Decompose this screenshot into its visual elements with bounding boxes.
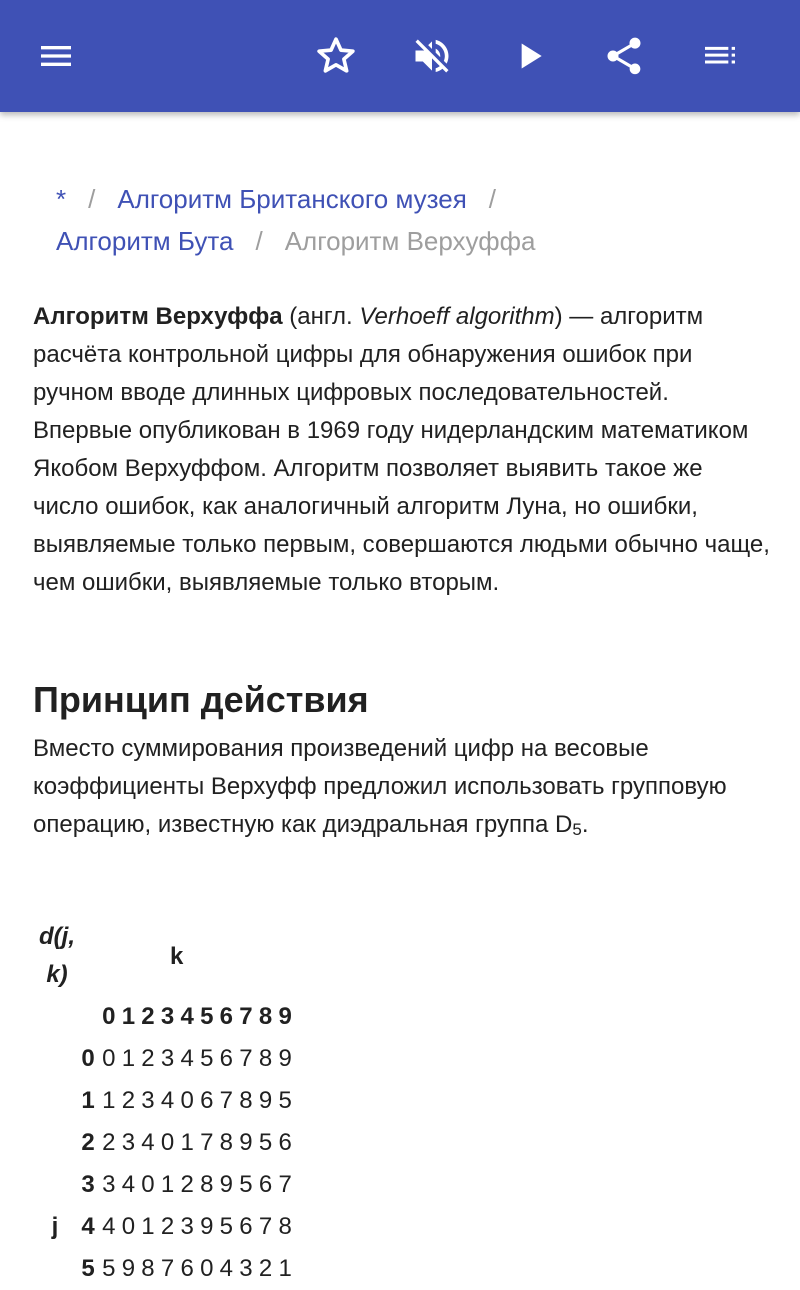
table-cell: 5 [278,1087,292,1114]
row-cells [99,1248,295,1290]
col-header: 1 [121,1003,136,1030]
col-header: 6 [219,1003,234,1030]
row-header: 1 [81,1087,95,1114]
breadcrumb-link-root[interactable]: * [56,184,67,214]
table-cell: 5 [102,1255,116,1282]
breadcrumb-separator: / [255,226,263,256]
table-cell: 1 [180,1129,194,1156]
intro-lang-prefix: (англ. [282,303,360,330]
table-cell: 0 [141,1171,155,1198]
table-cell: 7 [219,1087,234,1114]
english-term: Verhoeff algorithm [359,303,555,330]
star-outline-icon [314,34,358,78]
table-cell: 3 [121,1129,136,1156]
table-cell: 2 [141,1045,155,1072]
table-cell: 4 [102,1213,116,1240]
table-cell: 7 [239,1045,253,1072]
table-cell: 1 [278,1255,292,1282]
col-header: 7 [239,1003,253,1030]
table-cell: 2 [160,1213,175,1240]
section-paragraph [33,730,773,849]
table-cell: 6 [239,1213,253,1240]
table-cell: 2 [180,1171,194,1198]
hamburger-menu-icon [36,36,76,76]
col-header: 8 [258,1003,273,1030]
table-cell: 5 [219,1213,234,1240]
table-cell: 9 [278,1045,292,1072]
row-cells [99,1038,295,1080]
col-header: 9 [278,1003,292,1030]
table-column-axis-label: k [170,943,184,970]
col-header: 2 [141,1003,155,1030]
breadcrumb-separator: / [88,184,96,214]
table-of-contents-icon [700,36,740,76]
table-cell: 9 [258,1087,273,1114]
table-cell: 1 [102,1087,116,1114]
toc-button[interactable] [692,28,748,84]
table-cell: 7 [200,1129,214,1156]
table-cell: 8 [200,1171,214,1198]
table-cell: 4 [121,1171,136,1198]
table-cell: 6 [278,1129,292,1156]
table-cell: 0 [121,1213,136,1240]
table-cell: 6 [180,1255,194,1282]
table-cell: 5 [239,1171,253,1198]
table-cell: 4 [219,1255,234,1282]
share-icon [602,34,646,78]
app-bar [0,0,800,112]
table-cell: 6 [258,1171,273,1198]
table-cell: 8 [219,1129,234,1156]
table-cell: 6 [200,1087,214,1114]
row-cells [99,1206,295,1248]
play-button[interactable] [502,28,558,84]
table-cell: 3 [239,1255,253,1282]
table-cell: 7 [258,1213,273,1240]
table-cell: 1 [121,1045,136,1072]
share-button[interactable] [596,28,652,84]
section-text: Вместо суммирования произведений цифр на весовые коэффициенты Верхуфф предложил использовать групповую операцию, известную как диэдральная группа D [33,735,727,838]
col-header: 3 [160,1003,175,1030]
table-cell: 5 [258,1129,273,1156]
table-cell: 0 [180,1087,194,1114]
table-cell: 0 [160,1129,175,1156]
table-cell: 8 [239,1087,253,1114]
row-cells [99,1080,295,1122]
play-icon [510,36,550,76]
table-cell: 0 [102,1045,116,1072]
table-row-axis-label: j [51,1213,59,1240]
row-cells [99,1164,295,1206]
table-cell: 7 [278,1171,292,1198]
article-title-term: Алгоритм Верхуффа [33,303,283,330]
table-cell: 8 [258,1045,273,1072]
table-cell: 9 [121,1255,136,1282]
table-cell: 5 [200,1045,214,1072]
table-cell: 9 [219,1171,234,1198]
table-cell: 9 [200,1213,214,1240]
table-corner-label: d(j, k) [39,923,75,988]
table-cell: 3 [102,1171,116,1198]
table-cell: 9 [239,1129,253,1156]
table-cell: 4 [180,1045,194,1072]
breadcrumb-link-british-museum[interactable]: Алгоритм Британского музея [117,184,467,214]
row-header: 3 [81,1171,95,1198]
table-cell: 3 [141,1087,155,1114]
table-cell: 8 [141,1255,155,1282]
section-heading: Принцип действия [33,679,369,720]
breadcrumb-separator: / [488,184,497,214]
col-header: 5 [200,1003,214,1030]
header-cells [99,996,295,1038]
row-cells [99,1122,295,1164]
table-cell: 0 [200,1255,214,1282]
row-header: 4 [81,1213,95,1240]
table-cell: 1 [160,1171,175,1198]
table-cell: 2 [121,1087,136,1114]
table-cell: 4 [141,1129,155,1156]
table-cell: 4 [160,1087,175,1114]
intro-text: ) — алгоритм расчёта контрольной цифры для обнаружения ошибок при ручном вводе длинных цифровых последовательностей. Впервые опубликован в 1969 году нидерландским математиком Якобом Верхуффом. Алгоритм позволяет выявить такое же число ошибок, как аналогичный алгоритм Луна, но ошибки, выявляемые только первым, совершаются людьми обычно чаще, чем ошибки, выявляемые только вторым. [33,303,770,596]
row-header: 5 [81,1255,95,1282]
col-header: 0 [102,1003,116,1030]
table-cell: 3 [180,1213,194,1240]
section-text-end: . [581,811,589,838]
table-cell: 1 [141,1213,155,1240]
table-cell: 3 [160,1045,175,1072]
volume-off-icon [410,34,454,78]
breadcrumb-link-booth[interactable]: Алгоритм Бута [56,226,234,256]
row-header: 0 [81,1045,95,1072]
intro-paragraph [33,298,773,602]
mute-button[interactable] [404,28,460,84]
menu-button[interactable] [28,28,84,84]
table-cell: 7 [160,1255,175,1282]
table-cell: 8 [278,1213,292,1240]
table-cell: 6 [219,1045,234,1072]
row-header: 2 [81,1129,95,1156]
table-cell: 2 [102,1129,116,1156]
table-cell: 2 [258,1255,273,1282]
group-subscript: 5 [572,820,582,839]
breadcrumb-current: Алгоритм Верхуффа [284,226,536,256]
breadcrumb [56,178,756,262]
favorite-button[interactable] [308,28,364,84]
col-header: 4 [180,1003,194,1030]
